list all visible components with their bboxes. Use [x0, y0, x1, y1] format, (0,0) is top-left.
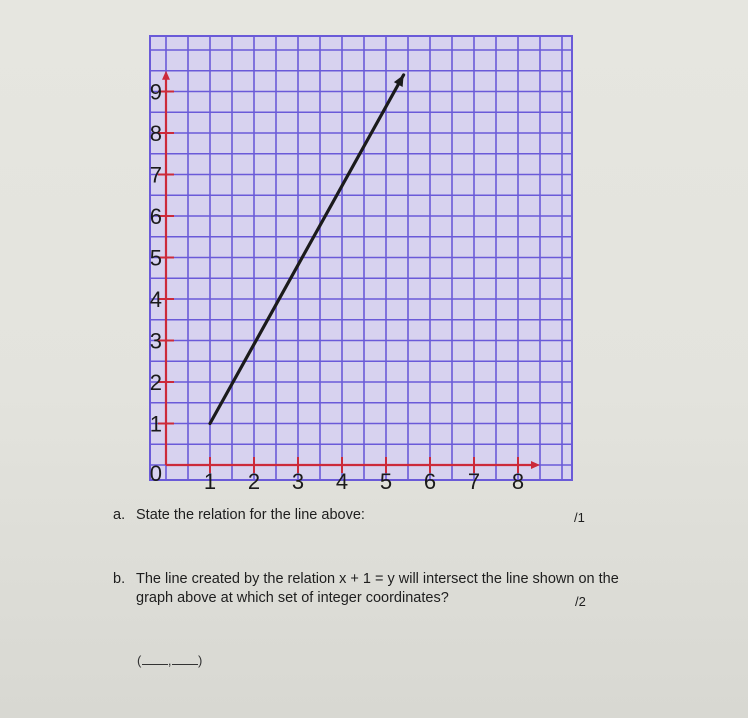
x-tick-label: 1	[203, 469, 217, 494]
y-tick-label: 6	[149, 204, 162, 229]
y-tick-label: 2	[149, 370, 162, 395]
question-b-text: The line created by the relation x + 1 = y will intersect the line shown on the graph above at which set of integer coordinates?	[136, 571, 619, 606]
answer-close-paren: )	[197, 653, 203, 668]
y-tick-label: 1	[149, 411, 162, 437]
x-tick-label: 3	[291, 469, 305, 494]
question-b-letter: b.	[113, 571, 126, 587]
question-a-text: State the relation for the line above:	[136, 507, 365, 523]
y-tick-label: 3	[149, 328, 162, 354]
x-tick-label: 6	[423, 469, 437, 494]
question-a-letter: a.	[113, 507, 126, 523]
x-tick-label: 4	[335, 469, 349, 494]
y-tick-label: 5	[149, 245, 162, 271]
y-tick-label: 8	[149, 121, 162, 146]
y-tick-label: 4	[149, 287, 162, 312]
y-tick-label: 9	[149, 79, 162, 105]
x-tick-label: 8	[511, 469, 525, 494]
question-a-marks: /1	[574, 510, 585, 525]
x-tick-label: 5	[379, 469, 393, 494]
question-b-marks: /2	[575, 594, 586, 609]
x-tick-label: 7	[467, 469, 481, 494]
answer-x-blank[interactable]	[142, 652, 168, 665]
answer-open-paren: (	[137, 653, 142, 668]
origin-label: 0	[149, 461, 162, 486]
answer-coordinate-blank[interactable]	[137, 652, 203, 668]
y-tick-label: 7	[149, 162, 162, 188]
coordinate-grid-chart	[120, 20, 590, 505]
x-tick-label: 2	[247, 469, 261, 494]
answer-comma: ,	[167, 653, 172, 668]
answer-y-blank[interactable]	[172, 652, 198, 665]
